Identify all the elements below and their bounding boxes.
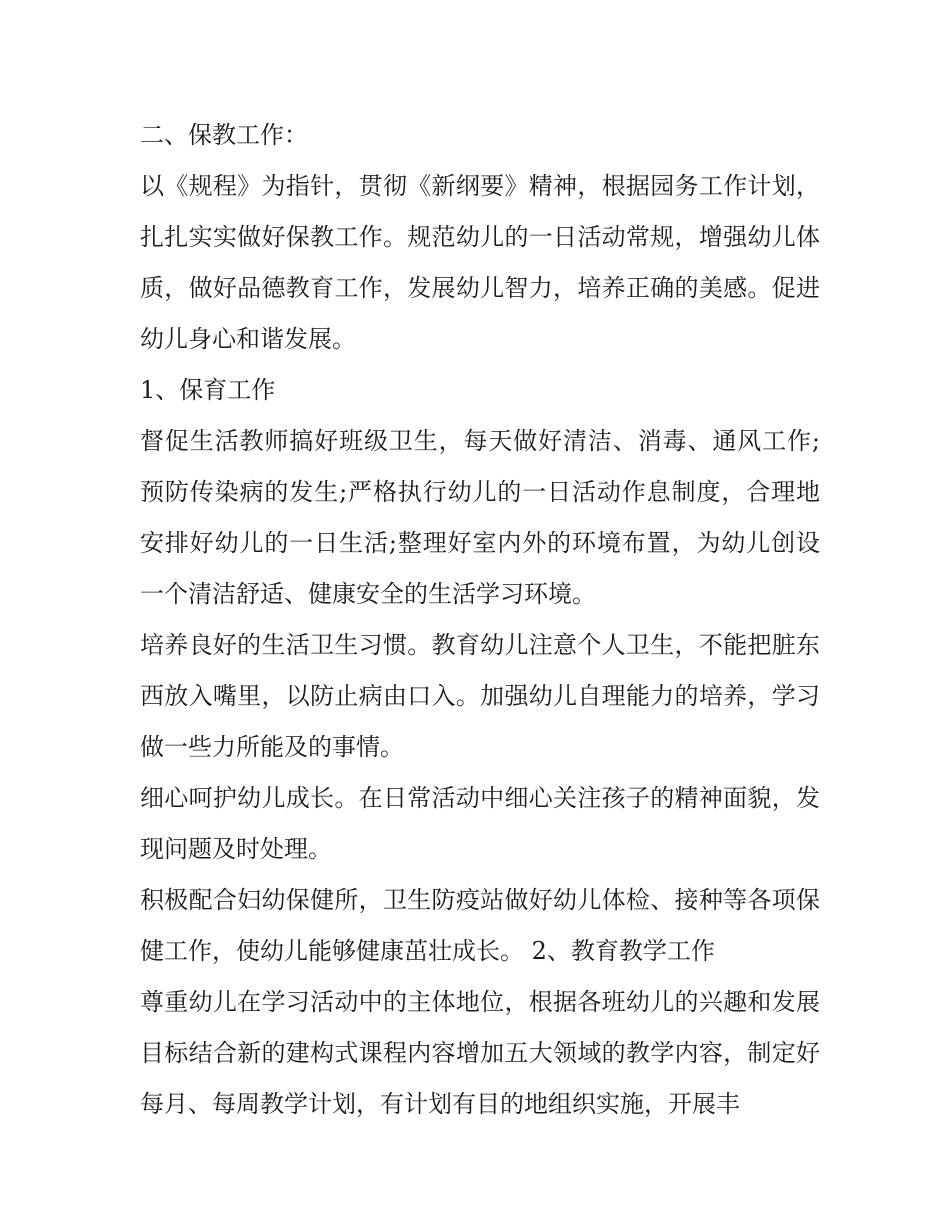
paragraph-guiding-principle: 以《规程》为指针，贯彻《新纲要》精神，根据园务工作计划，扎扎实实做好保教工作。规范幼儿的一日活动常规，增强幼儿体质，做好品德教育工作，发展幼儿智力，培养正确的美感。促进幼儿身心和谐发展。	[140, 172, 820, 353]
paragraph-teaching-work: 尊重幼儿在学习活动中的主体地位，根据各班幼儿的兴趣和发展目标结合新的建构式课程内容增加五大领域的教学内容，制定好每月、每周教学计划，有计划有目的地组织实施，开展丰	[140, 988, 820, 1118]
subheading-care-work: 1、保育工作	[140, 376, 276, 404]
paragraph-health-cooperation: 积极配合妇幼保健所，卫生防疫站做好幼儿体检、接种等各项保健工作，使幼儿能够健康茁壮成长。 2、教育教学工作	[140, 886, 820, 965]
section-heading-baojiao: 二、保教工作：	[140, 121, 308, 149]
paragraph-care-for-growth: 细心呵护幼儿成长。在日常活动中细心关注孩子的精神面貌，发现问题及时处理。	[140, 784, 820, 863]
paragraph-hygiene-supervision: 督促生活教师搞好班级卫生，每天做好清洁、消毒、通风工作;预防传染病的发生;严格执行幼儿的一日活动作息制度，合理地安排好幼儿的一日生活;整理好室内外的环境布置，为幼儿创设一个清洁舒适、健康安全的生活学习环境。	[140, 427, 820, 608]
document-body	[140, 110, 820, 1130]
paragraph-hygiene-habits: 培养良好的生活卫生习惯。教育幼儿注意个人卫生，不能把脏东西放入嘴里，以防止病由口入。加强幼儿自理能力的培养，学习做一些力所能及的事情。	[140, 631, 820, 761]
